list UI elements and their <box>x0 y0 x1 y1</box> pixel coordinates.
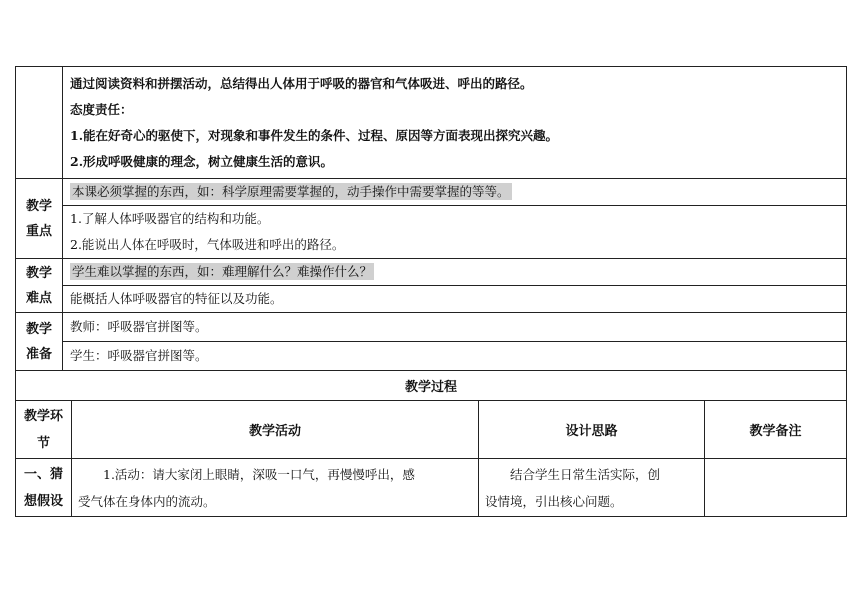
activity-line-1: 1.活动：请大家闭上眼睛，深吸一口气，再慢慢呼出，感 <box>103 466 415 482</box>
key-points-content-cell <box>63 206 847 259</box>
attitude-item-2: 2.形成呼吸健康的理念，树立健康生活的意识。 <box>70 153 334 169</box>
key-points-label-line-2: 重点 <box>25 223 52 239</box>
difficulties-content: 能概括人体呼吸器官的特征以及功能。 <box>70 291 283 306</box>
notes-cell <box>705 459 847 517</box>
attitude-item-1: 1.能在好奇心的驱使下，对现象和事件发生的条件、过程、原因等方面表现出探究兴趣。 <box>70 127 559 143</box>
difficulties-label-line-2: 难点 <box>25 290 52 306</box>
design-cell <box>479 459 705 517</box>
preparation-label-line-2: 准备 <box>25 346 52 362</box>
stage-cell <box>16 459 72 517</box>
difficulties-note: 学生难以掌握的东西，如：难理解什么？难操作什么？ <box>72 264 373 279</box>
key-points-note-cell <box>63 179 847 206</box>
stage-cell-line-1: 一、猜 <box>23 466 63 482</box>
difficulties-label-line-1: 教学 <box>25 265 52 281</box>
key-points-note: 本课必须掌握的东西，如：科学原理需要掌握的，动手操作中需要掌握的等等。 <box>72 184 510 199</box>
key-points-label <box>16 179 63 259</box>
design-header: 设计思路 <box>479 401 705 459</box>
difficulties-label <box>16 259 63 313</box>
attitude-label: 态度责任： <box>70 101 133 117</box>
objectives-label-cell <box>16 67 63 179</box>
activity-line-2: 受气体在身体内的流动。 <box>78 493 216 509</box>
objective-line: 通过阅读资料和拼摆活动，总结得出人体用于呼吸的器官和气体吸进、呼出的路径。 <box>70 75 533 91</box>
preparation-teacher: 教师：呼吸器官拼图等。 <box>70 319 208 334</box>
preparation-teacher-cell <box>63 313 847 342</box>
key-points-label-line-1: 教学 <box>25 198 52 214</box>
difficulties-note-cell <box>63 259 847 286</box>
stage-header-line-2: 节 <box>36 435 50 451</box>
objectives-content-cell <box>63 67 847 179</box>
preparation-student-cell <box>63 342 847 371</box>
process-section-title: 教学过程 <box>16 371 847 401</box>
activity-header: 教学活动 <box>72 401 479 459</box>
activity-cell <box>72 459 479 517</box>
key-point-item-1: 1.了解人体呼吸器官的结构和功能。 <box>70 211 270 226</box>
key-point-item-2: 2.能说出人体在呼吸时，气体吸进和呼出的路径。 <box>70 237 345 252</box>
preparation-label <box>16 313 63 371</box>
difficulties-content-cell <box>63 286 847 313</box>
design-line-2: 设情境，引出核心问题。 <box>485 493 623 509</box>
preparation-student: 学生：呼吸器官拼图等。 <box>70 348 208 363</box>
notes-header: 教学备注 <box>705 401 847 459</box>
stage-header-line-1: 教学环 <box>23 408 63 424</box>
design-line-1: 结合学生日常生活实际，创 <box>510 466 661 482</box>
lesson-plan-sheet <box>15 66 846 517</box>
preparation-label-line-1: 教学 <box>25 321 52 337</box>
stage-header <box>16 401 72 459</box>
table-row <box>16 459 847 517</box>
teaching-process-table <box>15 370 847 517</box>
stage-cell-line-2: 想假设 <box>23 493 63 509</box>
lesson-info-table <box>15 66 847 371</box>
